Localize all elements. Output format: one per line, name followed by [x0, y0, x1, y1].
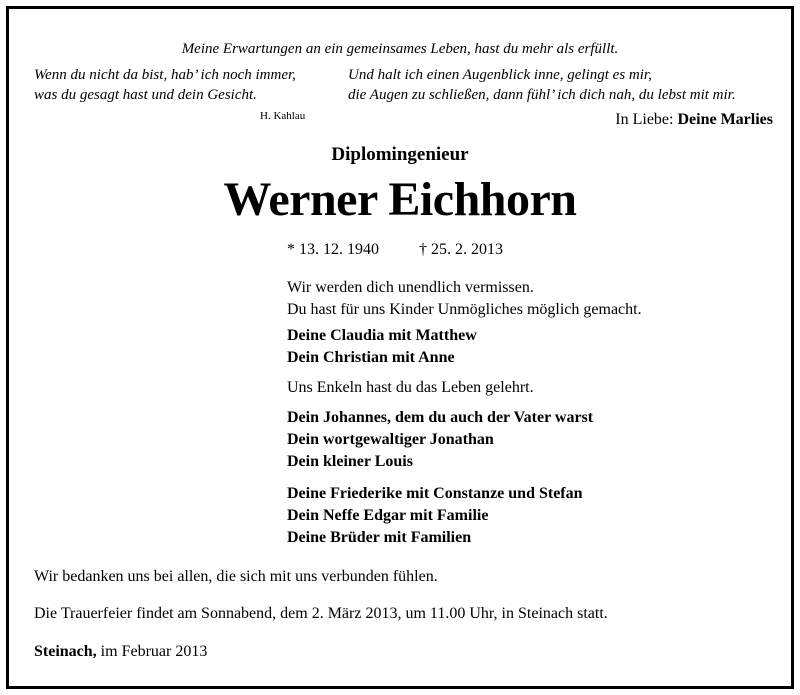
children-message-line: Du hast für uns Kinder Unmögliches möglich gemacht. [287, 301, 642, 318]
poem-right-line: die Augen zu schließen, dann fühl’ ich dich nah, du lebst mit mir. [348, 87, 736, 103]
poem-left-line: Wenn du nicht da bist, hab’ ich noch immer, [34, 67, 296, 83]
poem-intro: Meine Erwartungen an ein gemeinsames Leben, hast du mehr als erfüllt. [181, 41, 619, 57]
poem-left-line: was du gesagt hast und dein Gesicht. [34, 87, 257, 103]
grandchildren-message: Uns Enkeln hast du das Leben gelehrt. [287, 379, 534, 396]
deceased-title: Diplomingenieur [331, 144, 469, 165]
date: im Februar 2013 [96, 643, 208, 660]
grandchild-name: Dein Johannes, dem du auch der Vater warst [287, 409, 594, 426]
relative-name: Deine Brüder mit Familien [287, 529, 472, 546]
deceased-name: Werner Eichhorn [223, 173, 577, 226]
service-info: Die Trauerfeier findet am Sonnabend, dem 2. März 2013, um 11.00 Uhr, in Steinach statt. [34, 605, 608, 622]
child-name: Deine Claudia mit Matthew [287, 327, 477, 344]
thanks-text: Wir bedanken uns bei allen, die sich mit uns verbunden fühlen. [34, 568, 438, 585]
children-names [287, 325, 477, 369]
poem-left [34, 65, 296, 105]
place-date [34, 641, 207, 663]
poem-author: H. Kahlau [260, 110, 306, 122]
grandchildren-names [287, 407, 593, 473]
children-message-line: Wir werden dich unendlich vermissen. [287, 279, 534, 296]
children-message [287, 277, 642, 321]
child-name: Dein Christian mit Anne [287, 349, 455, 366]
poem-right-line: Und halt ich einen Augenblick inne, gelingt es mir, [348, 67, 652, 83]
death-date: † 25. 2. 2013 [419, 241, 503, 258]
signature-prefix: In Liebe: [615, 111, 678, 128]
relative-name: Dein Neffe Edgar mit Familie [287, 507, 489, 524]
obituary-notice [6, 6, 794, 689]
place: Steinach, [34, 643, 97, 660]
grandchild-name: Dein wortgewaltiger Jonathan [287, 431, 494, 448]
relative-name: Deine Friederike mit Constanze und Stefan [287, 485, 583, 502]
signature [615, 109, 773, 131]
birth-date: * 13. 12. 1940 [287, 241, 379, 258]
signature-name: Deine Marlies [677, 111, 773, 128]
relatives-names [287, 483, 583, 549]
grandchild-name: Dein kleiner Louis [287, 453, 413, 470]
poem-right [348, 65, 736, 105]
